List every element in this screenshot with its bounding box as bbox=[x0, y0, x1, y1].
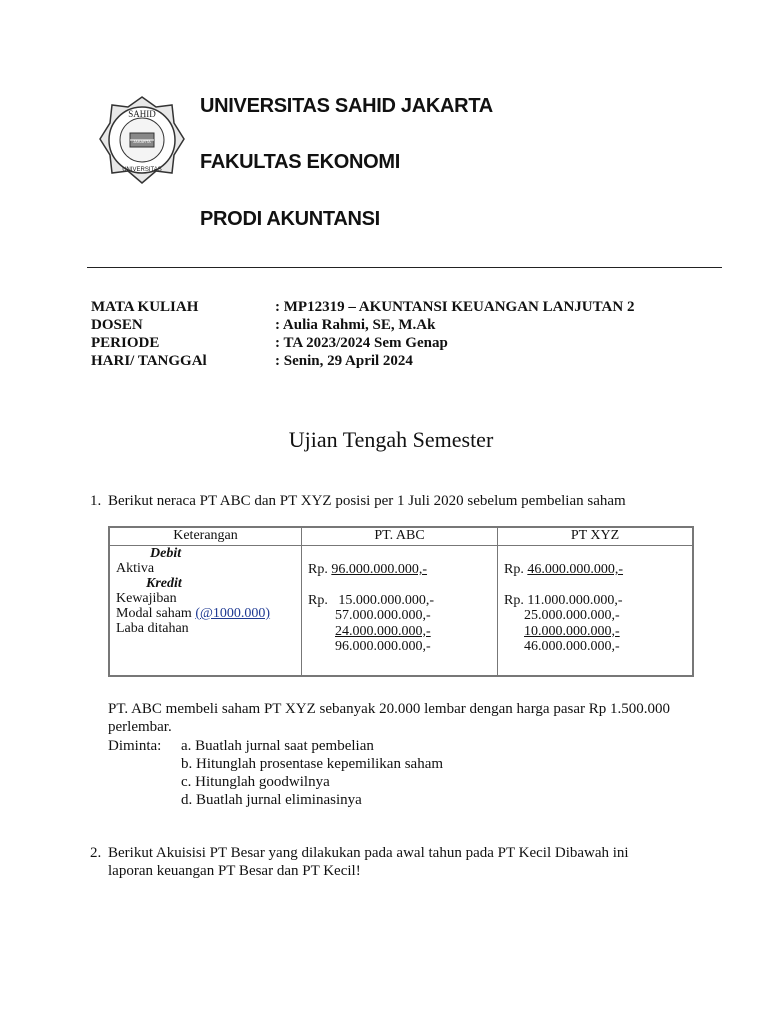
info-value: : TA 2023/2024 Sem Genap bbox=[275, 335, 448, 351]
col-header-xyz: PT XYZ bbox=[498, 528, 693, 546]
xyz-modal: 25.000.000.000,- bbox=[524, 608, 620, 623]
modal-label: Modal saham (@1000.000) bbox=[116, 606, 271, 621]
question-2-text: Berikut Akuisisi PT Besar yang dilakukan pada awal tahun pada PT Kecil Dibawah ini laporan keuangan PT Besar dan PT Kecil! bbox=[108, 845, 629, 879]
task-item: d. Buatlah jurnal eliminasinya bbox=[181, 792, 362, 808]
keterangan-cell bbox=[110, 546, 302, 676]
diminta-label: Diminta: bbox=[108, 738, 162, 754]
xyz-laba: 10.000.000.000,- bbox=[524, 623, 620, 639]
faculty-name: FAKULTAS EKONOMI bbox=[200, 151, 401, 173]
info-value: : Senin, 29 April 2024 bbox=[275, 353, 413, 369]
task-item: c. Hitunglah goodwilnya bbox=[181, 774, 330, 790]
col-header-keterangan: Keterangan bbox=[110, 528, 302, 546]
question-1-paragraph: PT. ABC membeli saham PT XYZ sebanyak 20.000 lembar dengan harga pasar Rp 1.500.000 perlembar. bbox=[108, 701, 670, 735]
header-divider bbox=[87, 267, 722, 268]
task-item: a. Buatlah jurnal saat pembelian bbox=[181, 738, 374, 754]
abc-total: 96.000.000.000,- bbox=[335, 639, 431, 654]
col-header-abc: PT. ABC bbox=[302, 528, 498, 546]
question-1-text: Berikut neraca PT ABC dan PT XYZ posisi per 1 Juli 2020 sebelum pembelian saham bbox=[108, 493, 626, 509]
course-info bbox=[91, 298, 711, 370]
svg-text:JAKARTA: JAKARTA bbox=[133, 139, 151, 144]
abc-laba: 24.000.000.000,- bbox=[335, 623, 431, 639]
task-list bbox=[181, 737, 443, 809]
info-label: DOSEN bbox=[91, 317, 143, 333]
abc-kewajiban: Rp. 15.000.000.000,- bbox=[308, 592, 435, 608]
xyz-aktiva: Rp. 46.000.000.000,- bbox=[504, 562, 624, 577]
par-value: (@1000.000) bbox=[195, 606, 271, 621]
laba-label: Laba ditahan bbox=[116, 621, 189, 636]
university-name: UNIVERSITAS SAHID JAKARTA bbox=[200, 95, 493, 117]
svg-text:SAHID: SAHID bbox=[128, 109, 156, 119]
abc-modal: 57.000.000.000,- bbox=[335, 608, 431, 623]
exam-title: Ujian Tengah Semester bbox=[288, 427, 494, 452]
xyz-kewajiban: Rp. 11.000.000.000,- bbox=[504, 592, 623, 608]
question-2-number: 2. bbox=[90, 845, 102, 861]
debit-label: Debit bbox=[150, 546, 182, 561]
aktiva-label: Aktiva bbox=[116, 561, 155, 576]
info-label: PERIODE bbox=[91, 335, 160, 351]
svg-text:UNIVERSITAS: UNIVERSITAS bbox=[122, 167, 162, 173]
task-item: b. Hitunglah prosentase kepemilikan saham bbox=[181, 756, 444, 772]
balance-table bbox=[108, 526, 694, 677]
abc-aktiva: Rp. 96.000.000.000,- bbox=[308, 562, 428, 577]
program-name: PRODI AKUNTANSI bbox=[200, 208, 380, 230]
university-logo bbox=[98, 95, 186, 187]
info-value: : Aulia Rahmi, SE, M.Ak bbox=[275, 317, 436, 333]
info-label: MATA KULIAH bbox=[91, 299, 199, 315]
kewajiban-label: Kewajiban bbox=[116, 591, 177, 606]
abc-cell bbox=[302, 546, 498, 676]
info-label: HARI/ TANGGAl bbox=[91, 353, 207, 369]
xyz-cell bbox=[498, 546, 693, 676]
kredit-label: Kredit bbox=[146, 576, 182, 591]
info-value: : MP12319 – AKUNTANSI KEUANGAN LANJUTAN 2 bbox=[275, 299, 635, 315]
question-1-number: 1. bbox=[90, 493, 102, 509]
xyz-total: 46.000.000.000,- bbox=[524, 639, 620, 654]
